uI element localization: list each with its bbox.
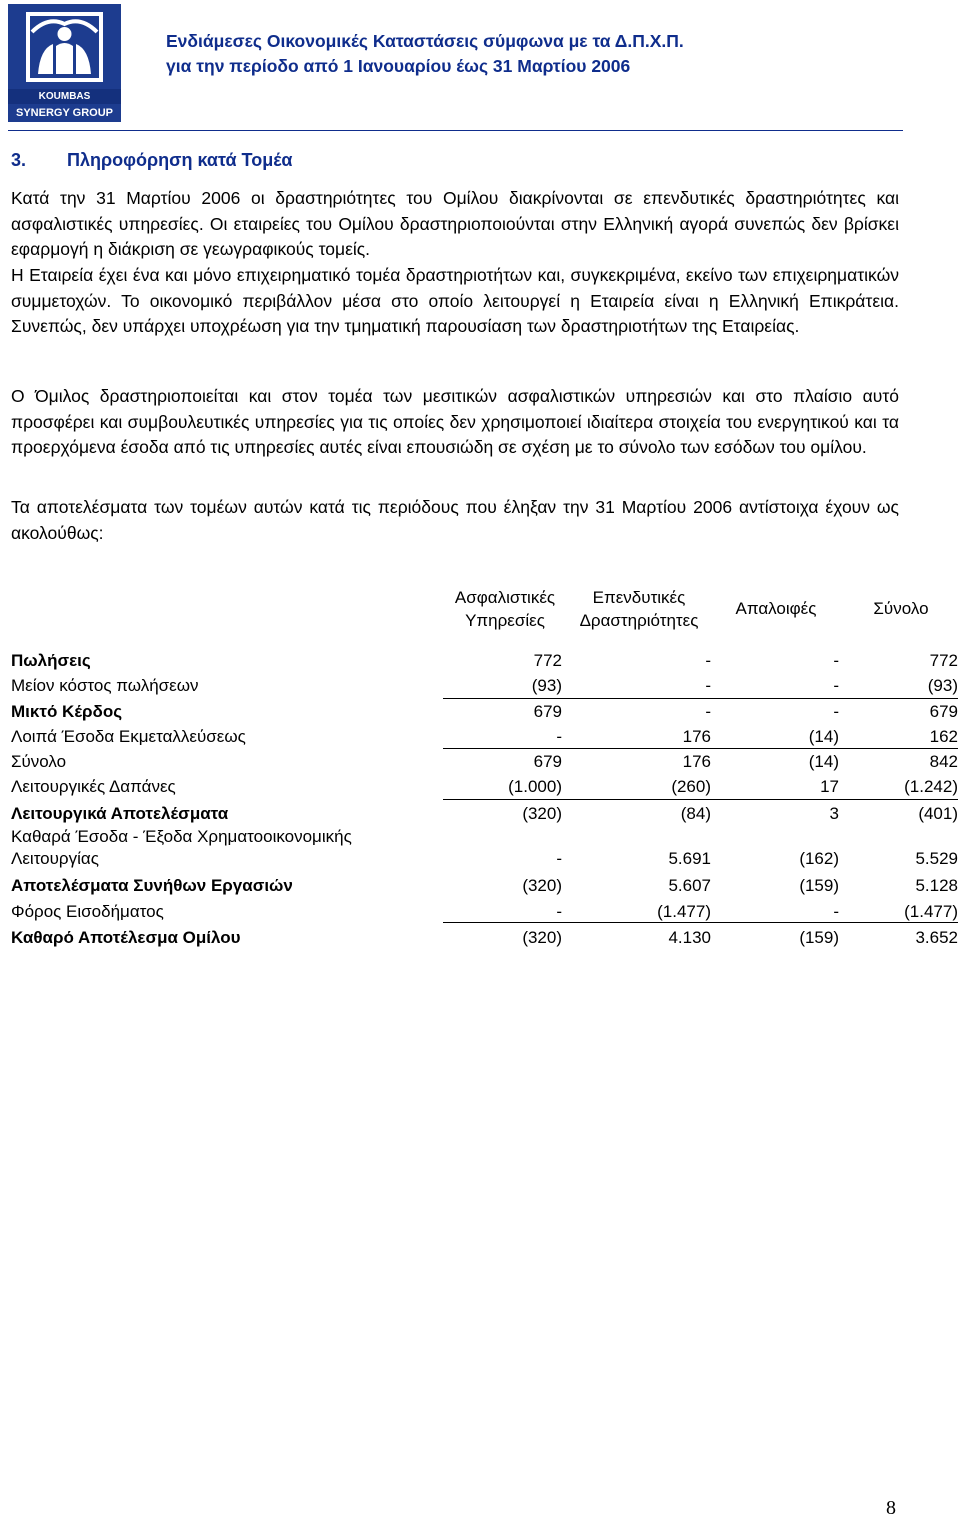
cell-insurance: 679 <box>533 752 562 771</box>
cell-insurance: (1.000) <box>508 777 562 796</box>
row-label-line-2: Λειτουργίας <box>11 849 99 868</box>
column-header-total <box>856 597 946 620</box>
row-label: Καθαρά Έσοδα - Έξοδα Χρηματοοικονομικής <box>11 827 352 846</box>
cell-eliminations: (162) <box>799 849 839 868</box>
cell-total: (1.477) <box>904 902 958 921</box>
cell-insurance: 679 <box>533 702 562 721</box>
cell-insurance: 772 <box>533 651 562 670</box>
paragraph-3: Ο Όμιλος δραστηριοποιείται και στον τομέα των μεσιτικών ασφαλιστικών υπηρεσιών και στο πλαίσιο αυτό προσφέρει και συμβουλευτικές υπηρεσίες για τις οποίες δεν χρησιμοποιεί ιδιαίτερα στοιχεία του ενεργητικού και τα προερχόμενα έσοδα από τις υπηρεσίες αυτές είναι επουσιώδη σε σχέση με το σύνολο των εσόδων του ομίλου. <box>11 386 899 457</box>
row-label: Μικτό Κέρδος <box>11 702 123 721</box>
cell-investment: (84) <box>680 804 711 823</box>
table-row-sales <box>11 650 958 672</box>
section-heading <box>11 150 292 171</box>
paragraph-4: Τα αποτελέσματα των τομέων αυτών κατά τις περιόδους που έληξαν την 31 Μαρτίου 2006 αντίστοιχα έχουν ως ακολούθως: <box>11 497 899 543</box>
cell-insurance: - <box>556 902 562 921</box>
cell-investment: - <box>705 702 711 721</box>
cell-investment: 176 <box>682 727 711 746</box>
table-row-financial-income <box>11 826 958 870</box>
cell-investment: 5.691 <box>668 849 711 868</box>
row-label: Μείον κόστος πωλήσεων <box>11 676 199 695</box>
table-rule <box>443 799 958 800</box>
paragraph-2: Η Εταιρεία έχει ένα και μόνο επιχειρηματικό τομέα δραστηριοτήτων και, συγκεκριμένα, εκείνο των επιχειρηματικών συμμετοχών. Το οικονομικό περιβάλλον μέσα στο οποίο λειτουργεί η Εταιρεία είναι η Ελληνική Επικράτεια. Συνεπώς, δεν υπάρχει υποχρέωση για την τμηματική παρουσίαση των δραστηριοτήτων της Εταιρείας. <box>11 265 899 336</box>
row-label: Αποτελέσματα Συνήθων Εργασιών <box>11 876 293 895</box>
cell-investment: - <box>705 676 711 695</box>
logo-emblem <box>8 4 121 89</box>
column-header-insurance-line-2: Υπηρεσίες <box>465 611 545 630</box>
table-row-gross-profit <box>11 701 958 723</box>
column-header-insurance-line-1: Ασφαλιστικές <box>454 588 556 607</box>
column-header-eliminations-line-1: Απαλοιφές <box>735 599 817 618</box>
cell-investment: 4.130 <box>668 928 711 947</box>
header-title-line-2: για την περίοδο από 1 Ιανουαρίου έως 31 Μαρτίου 2006 <box>166 56 631 76</box>
company-logo <box>8 4 121 122</box>
cell-total: (1.242) <box>904 777 958 796</box>
table-row-ordinary-results <box>11 875 958 897</box>
cell-insurance: (320) <box>522 876 562 895</box>
cell-eliminations: (14) <box>808 752 839 771</box>
cell-investment: (260) <box>671 777 711 796</box>
cell-insurance: - <box>556 849 562 868</box>
cell-total: 5.128 <box>915 876 958 895</box>
cell-eliminations: (159) <box>799 928 839 947</box>
row-label: Φόρος Εισοδήματος <box>11 902 164 921</box>
cell-eliminations: - <box>833 651 839 670</box>
cell-investment: 176 <box>682 752 711 771</box>
table-row-operating-results <box>11 803 958 825</box>
cell-total: (401) <box>918 804 958 823</box>
table-row-subtotal <box>11 751 958 773</box>
cell-eliminations: (14) <box>808 727 839 746</box>
table-rule <box>443 698 958 699</box>
logo-text-synergy: SYNERGY GROUP <box>8 104 121 122</box>
cell-total: 842 <box>929 752 958 771</box>
cell-eliminations: 3 <box>829 804 839 823</box>
table-row-income-tax <box>11 901 958 923</box>
table-row-cost-of-sales <box>11 675 958 697</box>
row-label: Λειτουργικά Αποτελέσματα <box>11 804 229 823</box>
column-header-investment <box>565 586 713 632</box>
table-row-net-result <box>11 927 958 949</box>
header-divider <box>8 130 903 131</box>
section-title: Πληροφόρηση κατά Τομέα <box>67 150 293 170</box>
row-label: Λοιπά Έσοδα Εκμεταλλεύσεως <box>11 727 246 746</box>
row-label: Λειτουργικές Δαπάνες <box>11 777 176 796</box>
column-header-total-line-1: Σύνολο <box>873 599 929 618</box>
cell-eliminations: - <box>833 902 839 921</box>
cell-total: 3.652 <box>915 928 958 947</box>
cell-insurance: - <box>556 727 562 746</box>
column-header-investment-line-2: Δραστηριότητες <box>579 611 699 630</box>
logo-figures-icon <box>8 4 121 89</box>
header-title-line-1: Ενδιάμεσες Οικονομικές Καταστάσεις σύμφωνα με τα Δ.Π.Χ.Π. <box>166 31 684 51</box>
column-header-investment-line-1: Επενδυτικές <box>592 588 686 607</box>
cell-investment: 5.607 <box>668 876 711 895</box>
cell-total: 679 <box>929 702 958 721</box>
paragraph-1: Κατά την 31 Μαρτίου 2006 οι δραστηριότητες του Ομίλου διακρίνονται σε επενδυτικές δραστηριότητες και ασφαλιστικές υπηρεσίες. Οι εταιρείες του Ομίλου δραστηριοποιούνται στην Ελληνική αγορά συνεπώς δεν βρίσκει εφαρμογή η διάκριση σε γεωγραφικούς τομείς. <box>11 188 899 259</box>
table-rule <box>443 748 958 749</box>
cell-investment: - <box>705 651 711 670</box>
column-header-insurance <box>440 586 570 632</box>
cell-eliminations: - <box>833 676 839 695</box>
cell-insurance: (93) <box>531 676 562 695</box>
table-row-other-income <box>11 726 958 748</box>
row-label: Πωλήσεις <box>11 651 91 670</box>
cell-total: (93) <box>927 676 958 695</box>
section-number: 3. <box>11 150 27 170</box>
table-row-operating-expenses <box>11 776 958 798</box>
cell-total: 162 <box>929 727 958 746</box>
cell-total: 772 <box>929 651 958 670</box>
table-rule <box>443 922 958 923</box>
page-number: 8 <box>886 1497 896 1519</box>
column-header-eliminations <box>716 597 836 620</box>
row-label: Σύνολο <box>11 752 67 771</box>
cell-insurance: (320) <box>522 928 562 947</box>
cell-eliminations: 17 <box>820 777 839 796</box>
cell-investment: (1.477) <box>657 902 711 921</box>
cell-eliminations: (159) <box>799 876 839 895</box>
row-label: Καθαρό Αποτέλεσμα Ομίλου <box>11 928 241 947</box>
cell-total: 5.529 <box>915 849 958 868</box>
cell-eliminations: - <box>833 702 839 721</box>
cell-insurance: (320) <box>522 804 562 823</box>
logo-text-koumbas: KOUMBAS <box>8 89 121 104</box>
